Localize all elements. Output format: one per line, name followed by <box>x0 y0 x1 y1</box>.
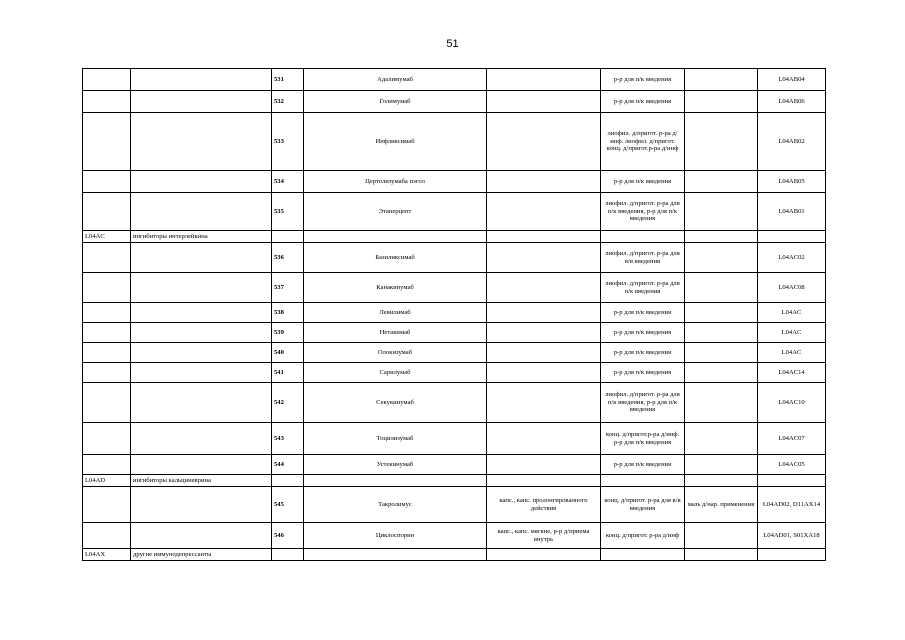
atc-group-code-cell <box>83 343 131 363</box>
table-row <box>83 91 826 113</box>
table-row <box>83 171 826 193</box>
dosage-form-topical-cell <box>685 171 758 193</box>
row-number-cell: 541 <box>272 363 304 383</box>
atc-code-cell: L04AC <box>758 323 826 343</box>
dosage-form-parenteral-cell: лиофил. д/пригот. р-ра для п/к введения, р-р для п/к введения <box>601 193 685 231</box>
group-name-cell <box>131 243 272 273</box>
dosage-form-topical-cell: мазь д/нар. применения <box>685 487 758 523</box>
drug-name-cell: Олокизумаб <box>304 343 487 363</box>
atc-group-code-cell <box>83 193 131 231</box>
atc-group-code-cell <box>83 363 131 383</box>
dosage-form-oral-cell <box>487 343 601 363</box>
dosage-form-topical-cell <box>685 91 758 113</box>
table-row <box>83 113 826 171</box>
table-row <box>83 273 826 303</box>
dosage-form-parenteral-cell: р-р для п/к введения <box>601 343 685 363</box>
dosage-form-oral-cell <box>487 69 601 91</box>
group-name-cell <box>131 193 272 231</box>
row-number-cell: 534 <box>272 171 304 193</box>
atc-code-cell <box>758 475 826 487</box>
atc-group-code-cell <box>83 303 131 323</box>
drug-name-cell <box>304 549 487 561</box>
group-name-cell: другие иммунодепрессанты <box>131 549 272 561</box>
dosage-form-parenteral-cell: лиофил. д/пригот. р-ра д/инф. лиофил. д/пригот. конц. д/пригот.р-ра д/инф <box>601 113 685 171</box>
atc-code-cell: L04AB04 <box>758 69 826 91</box>
group-name-cell <box>131 323 272 343</box>
row-number-cell: 532 <box>272 91 304 113</box>
dosage-form-oral-cell <box>487 273 601 303</box>
atc-group-code-cell <box>83 113 131 171</box>
table-row <box>83 303 826 323</box>
dosage-form-oral-cell <box>487 193 601 231</box>
atc-code-cell: L04AB02 <box>758 113 826 171</box>
drug-name-cell: Сарилумаб <box>304 363 487 383</box>
row-number-cell: 545 <box>272 487 304 523</box>
table-row <box>83 383 826 423</box>
group-name-cell <box>131 273 272 303</box>
dosage-form-topical-cell <box>685 273 758 303</box>
dosage-form-oral-cell <box>487 363 601 383</box>
dosage-form-topical-cell <box>685 303 758 323</box>
row-number-cell: 537 <box>272 273 304 303</box>
drug-name-cell: Инфликсимаб <box>304 113 487 171</box>
row-number-cell: 538 <box>272 303 304 323</box>
row-number-cell: 533 <box>272 113 304 171</box>
table-row <box>83 363 826 383</box>
dosage-form-topical-cell <box>685 363 758 383</box>
row-number-cell: 542 <box>272 383 304 423</box>
row-number-cell: 544 <box>272 455 304 475</box>
atc-group-code-cell <box>83 383 131 423</box>
dosage-form-oral-cell <box>487 383 601 423</box>
atc-group-code-cell: L04AD <box>83 475 131 487</box>
group-name-cell: ингибиторы интерлейкина <box>131 231 272 243</box>
table-body <box>83 69 826 561</box>
atc-code-cell: L04AB01 <box>758 193 826 231</box>
table-row <box>83 455 826 475</box>
table-row <box>83 193 826 231</box>
dosage-form-topical-cell <box>685 323 758 343</box>
dosage-form-oral-cell <box>487 91 601 113</box>
atc-group-code-cell <box>83 273 131 303</box>
atc-code-cell: L04AC05 <box>758 455 826 475</box>
group-name-cell <box>131 423 272 455</box>
row-number-cell: 531 <box>272 69 304 91</box>
drug-table <box>82 68 826 561</box>
dosage-form-oral-cell <box>487 171 601 193</box>
dosage-form-topical-cell <box>685 193 758 231</box>
atc-code-cell <box>758 549 826 561</box>
dosage-form-topical-cell <box>685 243 758 273</box>
dosage-form-oral-cell <box>487 231 601 243</box>
dosage-form-parenteral-cell: лиофил. д/пригот. р-ра для в/в введения <box>601 243 685 273</box>
row-number-cell: 536 <box>272 243 304 273</box>
drug-name-cell: Тоцилизумаб <box>304 423 487 455</box>
atc-group-code-cell: L04AC <box>83 231 131 243</box>
dosage-form-oral-cell: капс., капс. пролонгированного действия <box>487 487 601 523</box>
dosage-form-parenteral-cell <box>601 549 685 561</box>
row-number-cell: 540 <box>272 343 304 363</box>
atc-group-code-cell <box>83 523 131 549</box>
dosage-form-topical-cell <box>685 423 758 455</box>
dosage-form-topical-cell <box>685 383 758 423</box>
group-name-cell <box>131 523 272 549</box>
row-number-cell <box>272 475 304 487</box>
atc-code-cell: L04AC02 <box>758 243 826 273</box>
drug-name-cell: Циклоспорин <box>304 523 487 549</box>
dosage-form-topical-cell <box>685 523 758 549</box>
dosage-form-topical-cell <box>685 69 758 91</box>
row-number-cell: 546 <box>272 523 304 549</box>
drug-name-cell: Канакинумаб <box>304 273 487 303</box>
dosage-form-parenteral-cell: конц. д/пригот.р-ра д/инф. р-р для п/к введения <box>601 423 685 455</box>
group-name-cell <box>131 171 272 193</box>
drug-name-cell: Секукинумаб <box>304 383 487 423</box>
dosage-form-parenteral-cell: конц. д/пригот. р-ра для в/в введения <box>601 487 685 523</box>
atc-code-cell <box>758 231 826 243</box>
group-name-cell: ингибиторы кальциневрина <box>131 475 272 487</box>
table-row <box>83 523 826 549</box>
dosage-form-parenteral-cell: конц. д/пригот. р-ра д/инф <box>601 523 685 549</box>
atc-code-cell: L04AC <box>758 303 826 323</box>
dosage-form-parenteral-cell: р-р для п/к введения <box>601 303 685 323</box>
dosage-form-oral-cell <box>487 475 601 487</box>
atc-group-code-cell <box>83 323 131 343</box>
atc-code-cell: L04AB06 <box>758 91 826 113</box>
dosage-form-parenteral-cell <box>601 475 685 487</box>
group-name-cell <box>131 383 272 423</box>
atc-group-code-cell <box>83 423 131 455</box>
atc-group-code-cell <box>83 243 131 273</box>
dosage-form-oral-cell <box>487 113 601 171</box>
table-row <box>83 475 826 487</box>
drug-name-cell: Этанерцепт <box>304 193 487 231</box>
dosage-form-parenteral-cell: р-р для п/к введения <box>601 91 685 113</box>
atc-code-cell: L04AC08 <box>758 273 826 303</box>
atc-code-cell: L04AD02, D11AX14 <box>758 487 826 523</box>
dosage-form-oral-cell <box>487 549 601 561</box>
drug-name-cell: Базиликсимаб <box>304 243 487 273</box>
dosage-form-oral-cell <box>487 423 601 455</box>
dosage-form-parenteral-cell: р-р для п/к введения <box>601 363 685 383</box>
group-name-cell <box>131 113 272 171</box>
atc-group-code-cell <box>83 69 131 91</box>
table-row <box>83 69 826 91</box>
page-number: 51 <box>446 38 459 50</box>
atc-group-code-cell <box>83 91 131 113</box>
drug-name-cell: Нетакимаб <box>304 323 487 343</box>
drug-name-cell: Цертолизумаба пэгол <box>304 171 487 193</box>
drug-name-cell: Голимумаб <box>304 91 487 113</box>
dosage-form-parenteral-cell: р-р для п/к введения <box>601 171 685 193</box>
drug-name-cell: Устекинумаб <box>304 455 487 475</box>
atc-code-cell: L04AB05 <box>758 171 826 193</box>
table-row <box>83 231 826 243</box>
table-row <box>83 323 826 343</box>
group-name-cell <box>131 69 272 91</box>
table-row <box>83 343 826 363</box>
dosage-form-oral-cell <box>487 455 601 475</box>
atc-group-code-cell <box>83 171 131 193</box>
atc-code-cell: L04AC <box>758 343 826 363</box>
dosage-form-topical-cell <box>685 231 758 243</box>
atc-group-code-cell: L04AX <box>83 549 131 561</box>
group-name-cell <box>131 487 272 523</box>
group-name-cell <box>131 303 272 323</box>
dosage-form-oral-cell <box>487 243 601 273</box>
atc-group-code-cell <box>83 455 131 475</box>
dosage-form-parenteral-cell: р-р для п/к введения <box>601 455 685 475</box>
dosage-form-parenteral-cell <box>601 231 685 243</box>
atc-code-cell: L04AD01, S01XA18 <box>758 523 826 549</box>
dosage-form-oral-cell <box>487 303 601 323</box>
table-row <box>83 243 826 273</box>
drug-name-cell <box>304 231 487 243</box>
dosage-form-topical-cell <box>685 455 758 475</box>
row-number-cell: 539 <box>272 323 304 343</box>
atc-code-cell: L04AC10 <box>758 383 826 423</box>
row-number-cell: 535 <box>272 193 304 231</box>
row-number-cell: 543 <box>272 423 304 455</box>
row-number-cell <box>272 231 304 243</box>
atc-code-cell: L04AC14 <box>758 363 826 383</box>
dosage-form-topical-cell <box>685 475 758 487</box>
drug-name-cell <box>304 475 487 487</box>
dosage-form-parenteral-cell: лиофил. д/пригот. р-ра для п/к введения, р-р для п/к введения <box>601 383 685 423</box>
table-row <box>83 549 826 561</box>
dosage-form-topical-cell <box>685 343 758 363</box>
atc-group-code-cell <box>83 487 131 523</box>
drug-name-cell: Такролимус <box>304 487 487 523</box>
drug-name-cell: Левилимаб <box>304 303 487 323</box>
group-name-cell <box>131 91 272 113</box>
dosage-form-parenteral-cell: р-р для п/к введения <box>601 323 685 343</box>
group-name-cell <box>131 363 272 383</box>
dosage-form-oral-cell: капс., капс. мягкие, р-р д/приема внутрь <box>487 523 601 549</box>
drug-name-cell: Адалимумаб <box>304 69 487 91</box>
table-row <box>83 423 826 455</box>
dosage-form-topical-cell <box>685 549 758 561</box>
group-name-cell <box>131 455 272 475</box>
row-number-cell <box>272 549 304 561</box>
dosage-form-oral-cell <box>487 323 601 343</box>
dosage-form-parenteral-cell: лиофил. д/пригот. р-ра для п/к введения <box>601 273 685 303</box>
group-name-cell <box>131 343 272 363</box>
table-row <box>83 487 826 523</box>
dosage-form-topical-cell <box>685 113 758 171</box>
dosage-form-parenteral-cell: р-р для п/к введения <box>601 69 685 91</box>
atc-code-cell: L04AC07 <box>758 423 826 455</box>
